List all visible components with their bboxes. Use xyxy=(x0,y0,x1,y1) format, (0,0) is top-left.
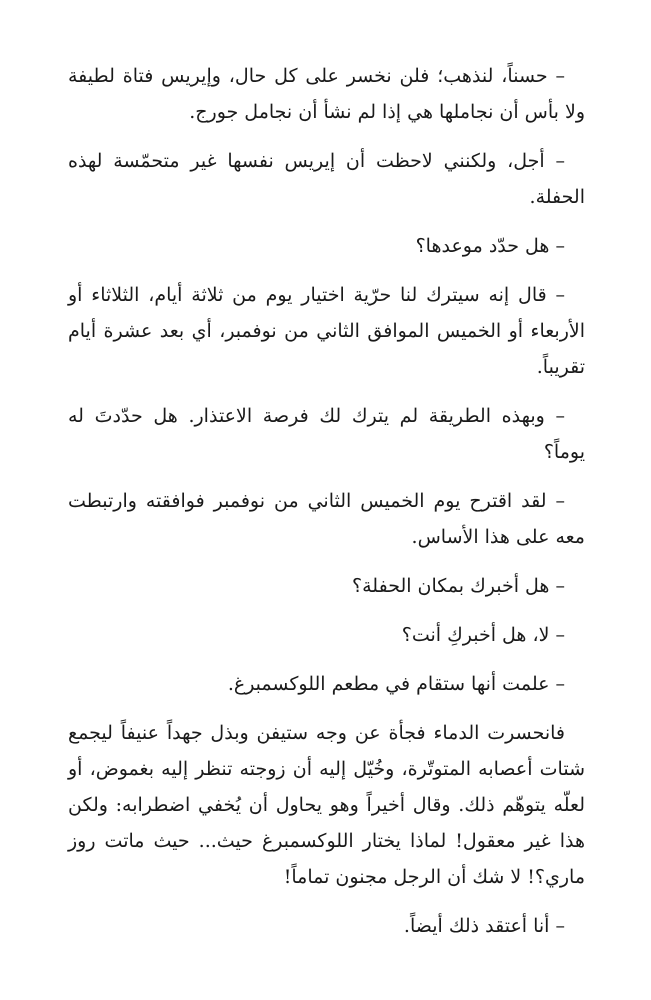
narrative-paragraph: فانحسرت الدماء فجأة عن وجه ستيفن وبذل جهداً عنيفاً ليجمع شتات أعصابه المتوتّرة، وخُيّل إليه أن زوجته تنظر إليه بغموض، أو لعلّه يتوهّم ذلك. وقال أخيراً وهو يحاول أن يُخفي اضطرابه: ولكن هذا غير معقول! لماذا يختار اللوكسمبرغ حيث... حيث ماتت روز ماري؟! لا شك أن الرجل مجنون تماماً! xyxy=(68,722,585,888)
dialogue-paragraph: – علمت أنها ستقام في مطعم اللوكسمبرغ. xyxy=(227,673,565,695)
dialogue-paragraph: – لقد اقترح يوم الخميس الثاني من نوفمبر فوافقته وارتبطت معه على هذا الأساس. xyxy=(68,490,585,548)
dialogue-paragraph: – حسناً، لنذهب؛ فلن نخسر على كل حال، وإيريس فتاة لطيفة ولا بأس أن نجاملها هي إذا لم نشأ أن نجامل جورج. xyxy=(68,65,585,123)
dialogue-paragraph: – قال إنه سيترك لنا حرّية اختيار يوم من ثلاثة أيام، الثلاثاء أو الأربعاء أو الخميس الموافق الثاني من نوفمبر، أي بعد عشرة أيام تقريباً. xyxy=(68,284,585,378)
dialogue-paragraph: – وبهذه الطريقة لم يترك لك فرصة الاعتذار. هل حدّدتَ له يوماً؟ xyxy=(68,405,585,463)
book-page xyxy=(68,58,585,957)
dialogue-paragraph: – لا، هل أخبركِ أنت؟ xyxy=(401,624,565,646)
dialogue-paragraph: – أنا أعتقد ذلك أيضاً. xyxy=(403,915,565,937)
dialogue-paragraph: – هل حدّد موعدها؟ xyxy=(415,235,565,257)
dialogue-paragraph: – أجل، ولكنني لاحظت أن إيريس نفسها غير متحمّسة لهذه الحفلة. xyxy=(68,150,585,208)
dialogue-paragraph: – هل أخبرك بمكان الحفلة؟ xyxy=(352,575,565,597)
